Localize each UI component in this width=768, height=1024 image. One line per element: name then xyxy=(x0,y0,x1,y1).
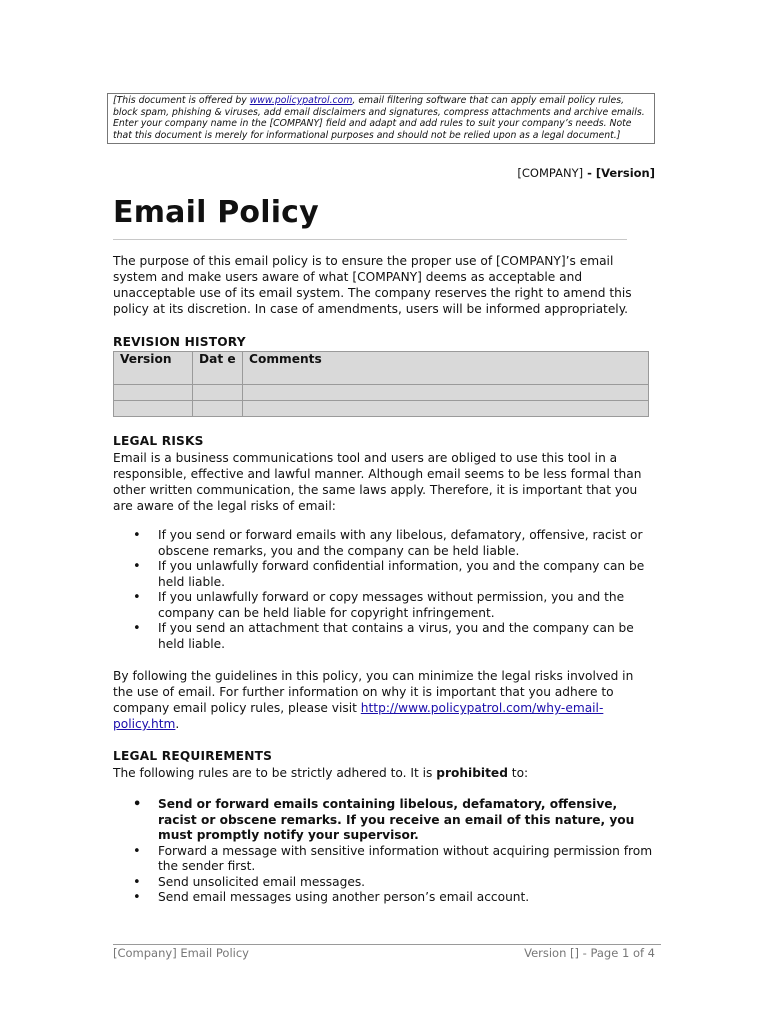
bullet-icon: • xyxy=(133,528,141,543)
legal-risks-heading: LEGAL RISKS xyxy=(113,434,204,448)
why-email-policy-link[interactable]: http://www.policypatrol.com/why-email-policy.htm xyxy=(113,701,604,731)
list-item-text: If you send or forward emails with any libelous, defamatory, offensive, racist or obscene remarks, you and the company can be held liable. xyxy=(158,528,643,558)
title-divider xyxy=(113,239,627,240)
list-item xyxy=(113,590,658,621)
company-placeholder: [COMPANY] xyxy=(517,166,584,180)
list-item xyxy=(113,875,658,891)
document-notice-box xyxy=(107,93,655,144)
bullet-icon: • xyxy=(133,797,142,812)
column-header-comments: Comments xyxy=(243,352,649,385)
prohibited-emphasis: prohibited xyxy=(436,766,508,780)
list-item xyxy=(113,528,658,559)
bullet-icon: • xyxy=(133,621,141,636)
list-item-text: If you unlawfully forward or copy messages without permission, you and the company can be held liable for copyright infringement. xyxy=(158,590,625,620)
table-row xyxy=(114,401,649,417)
table-row xyxy=(114,385,649,401)
table-cell[interactable] xyxy=(243,385,649,401)
list-item xyxy=(113,890,658,906)
requirements-intro-text: The following rules are to be strictly adhered to. It is xyxy=(113,766,437,780)
page-title: Email Policy xyxy=(113,195,319,230)
legal-risks-intro: Email is a business communications tool and users are obliged to use this tool in a responsible, effective and lawful manner. Although email seems to be less formal than other written communication, the same laws apply. Therefore, it is important that you are aware of the legal risks of email: xyxy=(113,451,642,513)
footer-document-name: [Company] Email Policy xyxy=(113,946,249,960)
revision-history-table xyxy=(113,351,649,417)
revision-history-heading: REVISION HISTORY xyxy=(113,335,246,349)
list-item xyxy=(113,559,658,590)
policypatrol-link[interactable]: www.policypatrol.com xyxy=(249,95,353,106)
closing-period: . xyxy=(175,717,180,731)
list-item-text: Send or forward emails containing libelous, defamatory, offensive, racist or obscene remarks. If you receive an email of this nature, you must promptly notify your supervisor. xyxy=(158,797,635,842)
list-item xyxy=(113,844,658,875)
closing-text: By following the guidelines in this policy, you can minimize the legal risks involved in the use of email. For further information on why it is important that you adhere to company email policy rules, please visit xyxy=(113,669,634,715)
table-cell[interactable] xyxy=(114,401,193,417)
list-item-text: Forward a message with sensitive information without acquiring permission from the sender first. xyxy=(158,843,653,873)
footer-divider xyxy=(113,944,661,945)
notice-prefix: [This document is offered by xyxy=(113,95,250,106)
list-item-text: Send unsolicited email messages. xyxy=(158,874,366,889)
company-version-line xyxy=(517,166,655,180)
column-header-date: Dat e xyxy=(193,352,243,385)
header-separator: - xyxy=(583,166,596,180)
bullet-icon: • xyxy=(133,874,141,890)
list-item-text: If you send an attachment that contains a virus, you and the company can be held liable. xyxy=(158,621,634,651)
legal-requirements-list xyxy=(113,797,658,906)
requirements-intro-suffix: to: xyxy=(507,766,529,780)
version-placeholder: [Version] xyxy=(595,166,655,180)
bullet-icon: • xyxy=(133,590,141,605)
legal-risks-closing xyxy=(113,668,653,732)
list-item xyxy=(113,797,658,844)
footer-page-number: Version [] - Page 1 of 4 xyxy=(524,946,655,960)
list-item xyxy=(113,621,658,652)
bullet-icon: • xyxy=(133,559,141,574)
notice-suffix: , email filtering software that can apply email policy rules, block spam, phishing & viruses, add email disclaimers and signatures, compress attachments and archive emails. Enter your company name in the [COMPANY] field and adapt and add rules to suit your company’s needs. Note that this document is merely for informational purposes and should not be relied upon as a legal document.] xyxy=(113,95,645,141)
legal-risks-list xyxy=(113,528,658,652)
bullet-icon: • xyxy=(133,843,141,859)
table-cell[interactable] xyxy=(114,385,193,401)
list-item-text: If you unlawfully forward confidential information, you and the company can be held liable. xyxy=(158,559,645,589)
intro-paragraph: The purpose of this email policy is to ensure the proper use of [COMPANY]’s email system and make users aware of what [COMPANY] deems as acceptable and unacceptable use of its email system. The company reserves the right to amend this policy at its discretion. In case of amendments, users will be informed appropriately. xyxy=(113,254,632,316)
table-cell[interactable] xyxy=(193,385,243,401)
bullet-icon: • xyxy=(133,890,141,905)
list-item-text: Send email messages using another person’s email account. xyxy=(158,890,530,904)
legal-requirements-intro xyxy=(113,765,653,781)
table-header-row xyxy=(114,352,649,385)
column-header-version: Version xyxy=(114,352,193,385)
legal-requirements-heading: LEGAL REQUIREMENTS xyxy=(113,749,273,763)
table-cell[interactable] xyxy=(193,401,243,417)
table-cell[interactable] xyxy=(243,401,649,417)
